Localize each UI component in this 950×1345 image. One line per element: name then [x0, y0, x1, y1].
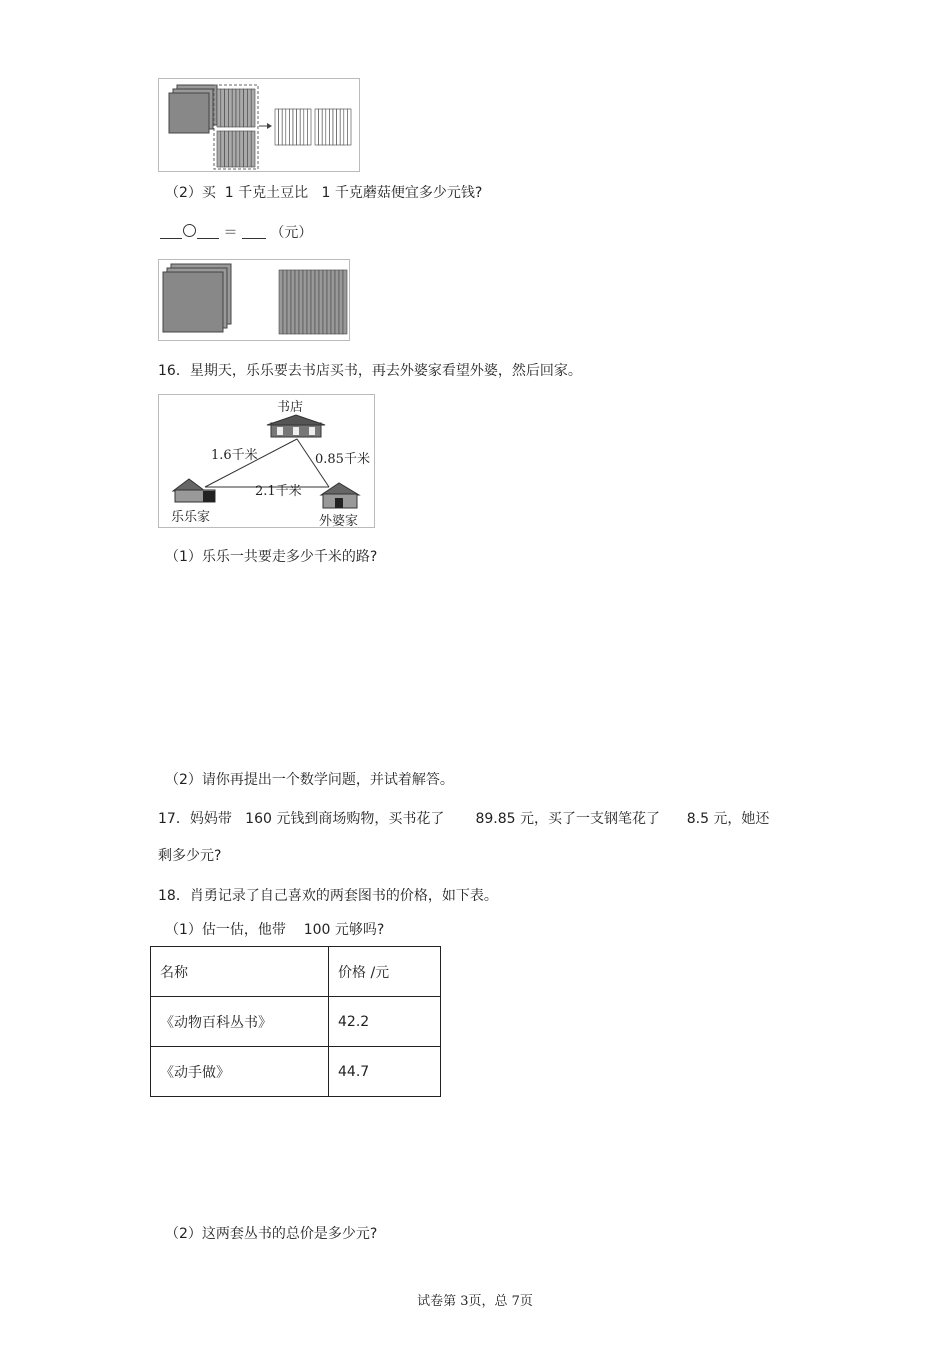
rod	[337, 109, 341, 145]
rod	[251, 131, 255, 167]
rod	[251, 89, 255, 127]
rod	[300, 109, 304, 145]
rod-group	[217, 89, 255, 167]
answer-blank-3[interactable]	[242, 224, 266, 239]
cell-book-name: 《动物百科丛书》	[151, 997, 329, 1047]
rod	[335, 270, 339, 334]
q18-sub2: （2）这两套丛书的总价是多少元?	[165, 1226, 378, 1242]
rod	[331, 270, 335, 334]
rod	[244, 89, 248, 127]
header-name: 名称	[151, 947, 329, 997]
rod	[322, 109, 326, 145]
rod	[240, 131, 244, 167]
rod	[299, 270, 303, 334]
rod	[319, 109, 323, 145]
equals-sign: ＝	[223, 225, 238, 241]
q15-sub2-text: （2）买 1 千克土豆比 1 千克蘑菇便宜多少元钱?	[165, 185, 483, 201]
q16-stem: 16．星期天，乐乐要去书店买书，再去外婆家看望外婆，然后回家。	[158, 363, 582, 379]
route-map-figure	[158, 394, 375, 528]
rod	[221, 131, 225, 167]
distance-store-grandma: 0.85千米	[315, 452, 370, 467]
rod	[279, 270, 283, 334]
cell-book-price: 44.7	[329, 1047, 441, 1097]
table-row	[151, 997, 441, 1047]
rod	[295, 270, 299, 334]
rod	[236, 89, 240, 127]
price-table	[150, 946, 441, 1097]
blocks-split-diagram	[159, 79, 359, 171]
rod	[307, 109, 311, 145]
rod	[279, 109, 283, 145]
rod	[287, 270, 291, 334]
bookstore-icon	[267, 415, 325, 437]
rod	[326, 109, 330, 145]
rod	[315, 270, 319, 334]
rod	[347, 109, 351, 145]
rod	[217, 89, 221, 127]
distance-home-store: 1.6千米	[211, 448, 258, 463]
cell-book-price: 42.2	[329, 997, 441, 1047]
distance-home-grandma: 2.1千米	[255, 484, 302, 499]
rod	[303, 270, 307, 334]
rod	[304, 109, 308, 145]
rod	[247, 89, 251, 127]
rod	[286, 109, 290, 145]
bookstore-label: 书店	[277, 400, 304, 415]
rod	[297, 109, 301, 145]
rod	[217, 131, 221, 167]
answer-blank-2[interactable]	[197, 224, 219, 239]
rod	[228, 131, 232, 167]
rod	[329, 109, 333, 145]
rod	[343, 270, 347, 334]
page-footer: 试卷第 3页，总 7页	[417, 1294, 533, 1309]
grandma-label: 外婆家	[319, 514, 359, 527]
home-label: 乐乐家	[171, 510, 211, 525]
rod	[275, 109, 279, 145]
route-map	[159, 395, 374, 527]
rod	[236, 131, 240, 167]
rod	[240, 89, 244, 127]
operator-circle-icon[interactable]	[183, 224, 196, 237]
rod	[339, 270, 343, 334]
q15-formula	[160, 222, 312, 242]
q17-line1: 17．妈妈带 160 元钱到商场购物，买书花了 89.85 元，买了一支钢笔花了 8.5 元，她还	[158, 811, 770, 827]
rod	[283, 270, 287, 334]
answer-blank-1[interactable]	[160, 224, 182, 239]
rod-group	[275, 109, 351, 145]
home-icon	[173, 479, 215, 502]
header-price: 价格 /元	[329, 947, 441, 997]
rod	[289, 109, 293, 145]
rod	[315, 109, 319, 145]
rod	[311, 270, 315, 334]
rod	[319, 270, 323, 334]
q18-stem: 18．肖勇记录了自己喜欢的两套图书的价格，如下表。	[158, 888, 498, 904]
q18-sub1: （1）估一估，他带 100 元够吗?	[165, 922, 385, 938]
rod	[323, 270, 327, 334]
rod	[247, 131, 251, 167]
rod	[291, 270, 295, 334]
rod	[293, 109, 297, 145]
rod	[282, 109, 286, 145]
cell-book-name: 《动手做》	[151, 1047, 329, 1097]
q17-line2: 剩多少元?	[158, 848, 222, 864]
rod	[327, 270, 331, 334]
rod	[228, 89, 232, 127]
rod-group	[279, 270, 347, 334]
rod	[244, 131, 248, 167]
rod	[344, 109, 348, 145]
rod	[307, 270, 311, 334]
rod	[340, 109, 344, 145]
rod	[225, 131, 229, 167]
table-header-row	[151, 947, 441, 997]
blocks-split-figure	[158, 78, 360, 172]
q16-sub1: （1）乐乐一共要走多少千米的路?	[165, 549, 378, 565]
table-row	[151, 1047, 441, 1097]
blocks-compare-diagram	[159, 260, 349, 340]
rod	[232, 131, 236, 167]
rod	[232, 89, 236, 127]
q16-sub2: （2）请你再提出一个数学问题，并试着解答。	[165, 772, 454, 788]
rod	[225, 89, 229, 127]
unit-yuan: （元）	[270, 225, 313, 241]
rod	[333, 109, 337, 145]
rod	[221, 89, 225, 127]
blocks-compare-figure	[158, 259, 350, 341]
